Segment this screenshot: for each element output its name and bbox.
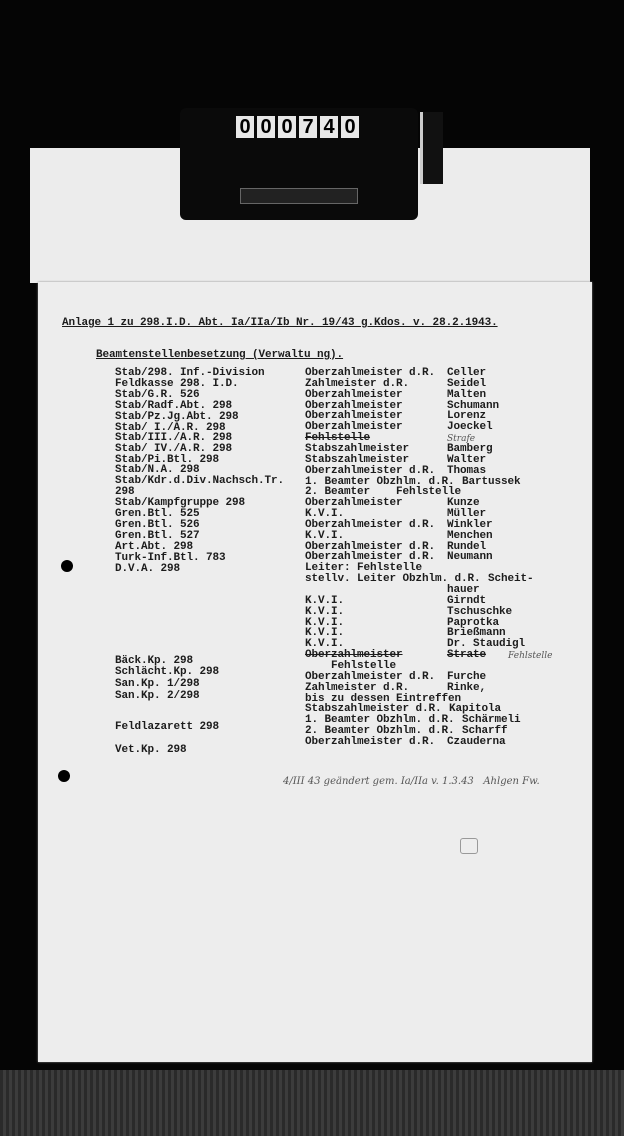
position-rank: Oberzahlmeister: [305, 421, 403, 434]
counter-arm: [420, 112, 443, 184]
punch-hole: [58, 770, 70, 782]
unit-label: Bäck.Kp. 298: [115, 655, 194, 667]
position-name: Strafe: [447, 434, 476, 445]
unit-label: San.Kp. 1/298: [115, 678, 200, 690]
position-name: Bartussek: [462, 475, 521, 488]
position-name: Czauderna: [447, 735, 506, 748]
stamp-mark: [460, 838, 478, 854]
position-name: Malten: [447, 388, 487, 401]
position-rank: Oberzahlmeister d.R.: [305, 670, 436, 683]
position-rank: Oberzahlmeister: [305, 399, 403, 412]
position-name: Scheit-: [488, 573, 534, 586]
unit-label: Art.Abt. 298: [115, 541, 194, 553]
position-rank: K.V.I.: [305, 627, 345, 640]
position-rank: Oberzahlmeister: [305, 410, 403, 423]
unit-label: Stab/ IV./A.R. 298: [115, 443, 233, 455]
position-rank: Oberzahlmeister d.R.: [305, 464, 436, 477]
position-rank: bis zu dessen Eintreffen: [305, 692, 462, 705]
position-rank: Zahlmeister d.R.: [305, 681, 410, 694]
unit-label: San.Kp. 2/298: [115, 690, 200, 702]
position-name: Seidel: [447, 377, 487, 390]
unit-label: D.V.A. 298: [115, 563, 181, 575]
position-rank: 1. Beamter Obzhlm. d.R.: [305, 714, 455, 727]
unit-label: Vet.Kp. 298: [115, 744, 187, 756]
position-name: Scharff: [462, 725, 508, 738]
position-name: Rundel: [447, 540, 487, 553]
unit-label: Stab/ I./A.R. 298: [115, 422, 226, 434]
position-name: Lorenz: [447, 410, 487, 423]
position-rank: Oberzahlmeister d.R.: [305, 551, 436, 564]
position-name: Girndt: [447, 594, 487, 607]
counter-digit: 0: [257, 116, 275, 138]
position-name: Menchen: [447, 529, 493, 542]
unit-label: Stab/Radf.Abt. 298: [115, 400, 233, 412]
position-rank: Oberzahlmeister d.R.: [305, 540, 436, 553]
position-name: Rinke,: [447, 681, 487, 694]
position-rank: Oberzahlmeister: [305, 649, 403, 662]
unit-label: Feldkasse 298. I.D.: [115, 378, 239, 390]
position-rank: Stabszahlmeister: [305, 453, 410, 466]
position-name: Thomas: [447, 464, 487, 477]
position-rank: 1. Beamter Obzhlm. d.R.: [305, 475, 455, 488]
handwritten-note: 4/III 43 geändert gem. Ia/IIa v. 1.3.43 Ahlgen Fw.: [283, 776, 540, 787]
unit-label: Gren.Btl. 527: [115, 530, 200, 542]
position-name: Kapitola: [449, 703, 502, 716]
counter-digit: 4: [320, 116, 338, 138]
position-rank: Fehlstelle: [305, 659, 397, 672]
position-name: Furche: [447, 670, 487, 683]
unit-label: Gren.Btl. 526: [115, 519, 200, 531]
counter-plate: [240, 188, 358, 204]
handwritten-annotation: Fehlstelle: [508, 651, 553, 662]
position-rank: Oberzahlmeister d.R.: [305, 367, 436, 379]
position-name: Bamberg: [447, 442, 493, 455]
position-rank: Oberzahlmeister d.R.: [305, 735, 436, 748]
position-name: Paprotka: [447, 616, 500, 629]
counter-digit: 0: [236, 116, 254, 138]
position-rank: Fehlstelle: [305, 432, 371, 445]
counter-digit: 0: [341, 116, 359, 138]
position-name: Neumann: [447, 551, 493, 564]
position-name: Walter: [447, 453, 487, 466]
document-title: Beamtenstellenbesetzung (Verwaltu ng).: [96, 349, 344, 361]
position-name: Tschuschke: [447, 605, 513, 618]
position-rank: K.V.I.: [305, 508, 345, 521]
position-rank: Oberzahlmeister d.R.: [305, 518, 436, 531]
position-name: Brießmann: [447, 627, 506, 640]
unit-label: Turk-Inf.Btl. 783: [115, 552, 226, 564]
position-rank: K.V.I.: [305, 529, 345, 542]
position-name: Winkler: [447, 518, 493, 531]
unit-label: Stab/Kdr.d.Div.Nachsch.Tr. 298: [115, 475, 285, 498]
position-rank: stellv. Leiter Obzhlm. d.R.: [305, 573, 481, 586]
position-rank: Oberzahlmeister: [305, 388, 403, 401]
unit-label: Feldlazarett 298: [115, 721, 220, 733]
position-rank: Stabszahlmeister d.R.: [305, 703, 442, 716]
position-rank: K.V.I.: [305, 594, 345, 607]
frame-counter: [236, 116, 359, 138]
position-rank: 2. Beamter Obzhlm. d.R.: [305, 725, 455, 738]
unit-label: Stab/N.A. 298: [115, 464, 200, 476]
position-rank: K.V.I.: [305, 638, 345, 651]
position-name: Müller: [447, 508, 487, 521]
unit-label: Stab/298. Inf.-Division: [115, 367, 265, 379]
position-rank: Zahlmeister d.R.: [305, 377, 410, 390]
document-header: Anlage 1 zu 298.I.D. Abt. Ia/IIa/Ib Nr. 19/43 g.Kdos. v. 28.2.1943.: [62, 317, 498, 329]
position-name: Celler: [447, 367, 487, 379]
unit-label: Schlächt.Kp. 298: [115, 666, 220, 678]
unit-label: Stab/III./A.R. 298: [115, 432, 233, 444]
scanner-bed: [0, 1070, 624, 1136]
position-name: Dr. Staudigl: [447, 638, 526, 651]
unit-label: Gren.Btl. 525: [115, 508, 200, 520]
unit-label: Stab/Pz.Jg.Abt. 298: [115, 411, 239, 423]
position-name: Schärmeli: [462, 714, 521, 727]
counter-digit: 7: [299, 116, 317, 138]
position-rank: Oberzahlmeister: [305, 497, 403, 510]
position-rank: Leiter: Fehlstelle: [305, 562, 423, 575]
position-rank: 2. Beamter Fehlstelle: [305, 486, 462, 499]
position-rank: K.V.I.: [305, 616, 345, 629]
counter-digit: 0: [278, 116, 296, 138]
position-name: Strate: [447, 649, 487, 662]
position-name: hauer: [447, 584, 480, 596]
position-rank: K.V.I.: [305, 605, 345, 618]
unit-label: Stab/Pi.Btl. 298: [115, 454, 220, 466]
position-name: Kunze: [447, 497, 480, 510]
position-name: Joeckel: [447, 421, 493, 434]
unit-label: Stab/G.R. 526: [115, 389, 200, 401]
position-name: Schumann: [447, 399, 500, 412]
unit-label: Stab/Kampfgruppe 298: [115, 497, 246, 509]
position-rank: Stabszahlmeister: [305, 442, 410, 455]
punch-hole: [61, 560, 73, 572]
